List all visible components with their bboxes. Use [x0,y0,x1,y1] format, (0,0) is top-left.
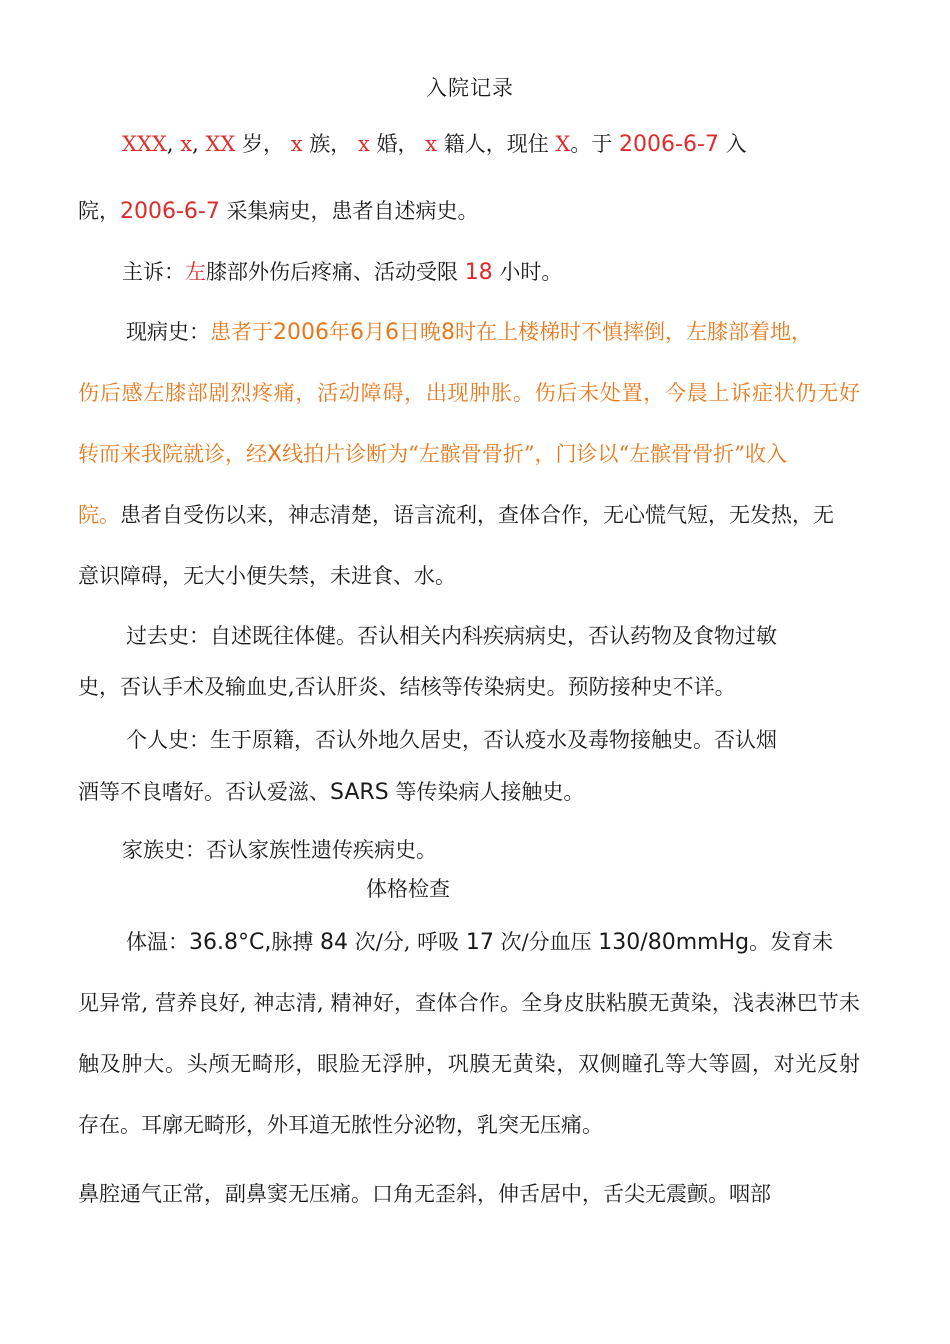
present-text: 年 [329,320,350,344]
present-hour: 8 [441,320,455,345]
patient-address: X [555,132,571,156]
separator: , [166,132,174,156]
sars-label: SARS [330,780,389,805]
present-text: 转而来我院就诊，经 [78,442,267,466]
admit-suffix: 入 [725,132,747,156]
page-title: 入院记录 [426,76,514,100]
patient-marital: x [357,132,370,156]
intro-suffix: 采集病史，患者自述病史。 [226,199,479,223]
present-month: 6 [350,320,364,345]
age-unit: 岁， [242,132,285,156]
present-line-5: 意识障碍，无大小便失禁，未进食、水。 [78,564,456,588]
exam-text: 次/分血压 [500,930,592,954]
present-year: 2006 [273,320,329,345]
present-label: 现病史： [126,320,210,344]
exam-line-4: 存在。耳廓无畸形，外耳道无脓性分泌物，乳突无压痛。 [78,1113,603,1137]
chief-side: 左 [185,260,206,284]
exam-text: 次/分, 呼吸 [354,930,460,954]
personal-line-1: 个人史：生于原籍，否认外地久居史，否认疫水及毒物接触史。否认烟 [126,728,777,752]
intro-line-2 [78,197,479,226]
exam-text: 脉搏 [271,930,314,954]
address-suffix: 。于 [570,132,613,156]
marital-suffix: 婚， [376,132,419,156]
personal-text: 等传染病人接触史。 [395,780,585,804]
temperature: 36.8°C, [189,930,272,955]
present-line-1 [126,318,812,347]
patient-age: XX [205,132,236,156]
present-day: 6 [385,320,399,345]
present-text: 日晚 [399,320,441,344]
separator: , [192,132,199,156]
present-text: 时在上楼梯时不慎摔倒，左膝部着地， [455,320,812,344]
chief-label: 主诉： [122,260,185,284]
patient-ethnic: x [290,132,303,156]
chief-unit: 小时。 [499,260,563,284]
present-text: 院。 [78,503,120,527]
respiration: 17 [465,930,494,955]
admit-date: 2006-6-7 [619,132,719,157]
chief-hours: 18 [464,260,493,285]
chief-complaint [122,258,562,287]
patient-native: x [425,132,438,156]
chief-text: 膝部外伤后疼痛、活动受限 [206,260,458,284]
pulse: 84 [320,930,349,955]
present-text: 线拍片诊断为“左髌骨骨折”，门诊以“左髌骨骨折”收入 [282,442,788,466]
past-line-1: 过去史：自述既往体健。否认相关内科疾病病史，否认药物及食物过敏 [126,624,777,648]
exam-text: 。发育未 [749,930,834,954]
present-text: 患者于 [210,320,273,344]
personal-line-2 [78,778,584,807]
intro-line-1 [122,130,747,159]
exam-line-2: 见异常, 营养良好, 神志清, 精神好，查体合作。全身皮肤粘膜无黄染，浅表淋巴节未 [78,991,860,1015]
exam-title: 体格检查 [366,877,450,901]
exam-line-1 [126,928,833,957]
collect-date: 2006-6-7 [120,199,220,224]
patient-name: XXX [122,132,167,156]
native-suffix: 籍人，现住 [443,132,549,156]
exam-line-3: 触及肿大。头颅无畸形，眼脸无浮肿，巩膜无黄染，双侧瞳孔等大等圆，对光反射 [78,1052,860,1076]
present-line-3 [78,440,787,469]
ethnic-suffix: 族， [309,132,352,156]
present-line-2: 伤后感左膝部剧烈疼痛，活动障碍，出现肿胀。伤后未处置，今晨上诉症状仍无好 [78,381,860,405]
past-line-2: 史，否认手术及输血史,否认肝炎、结核等传染病史。预防接种史不详。 [78,675,736,699]
xray-label: X [267,442,283,467]
present-text: 患者自受伤以来，神志清楚，语言流利，查体合作，无心慌气短，无发热，无 [120,503,834,527]
present-line-4 [78,501,834,529]
personal-text: 酒等不良嗜好。否认爱滋、 [78,780,330,804]
present-text: 月 [364,320,385,344]
blood-pressure: 130/80mmHg [598,930,750,955]
exam-text: 体温： [126,930,189,954]
patient-sex: x [180,132,193,156]
intro-prefix: 院， [78,199,120,223]
family-line-1: 家族史：否认家族性遗传疾病史。 [122,838,437,862]
exam-line-5: 鼻腔通气正常，副鼻窦无压痛。口角无歪斜，伸舌居中，舌尖无震颤。咽部 [78,1182,771,1206]
